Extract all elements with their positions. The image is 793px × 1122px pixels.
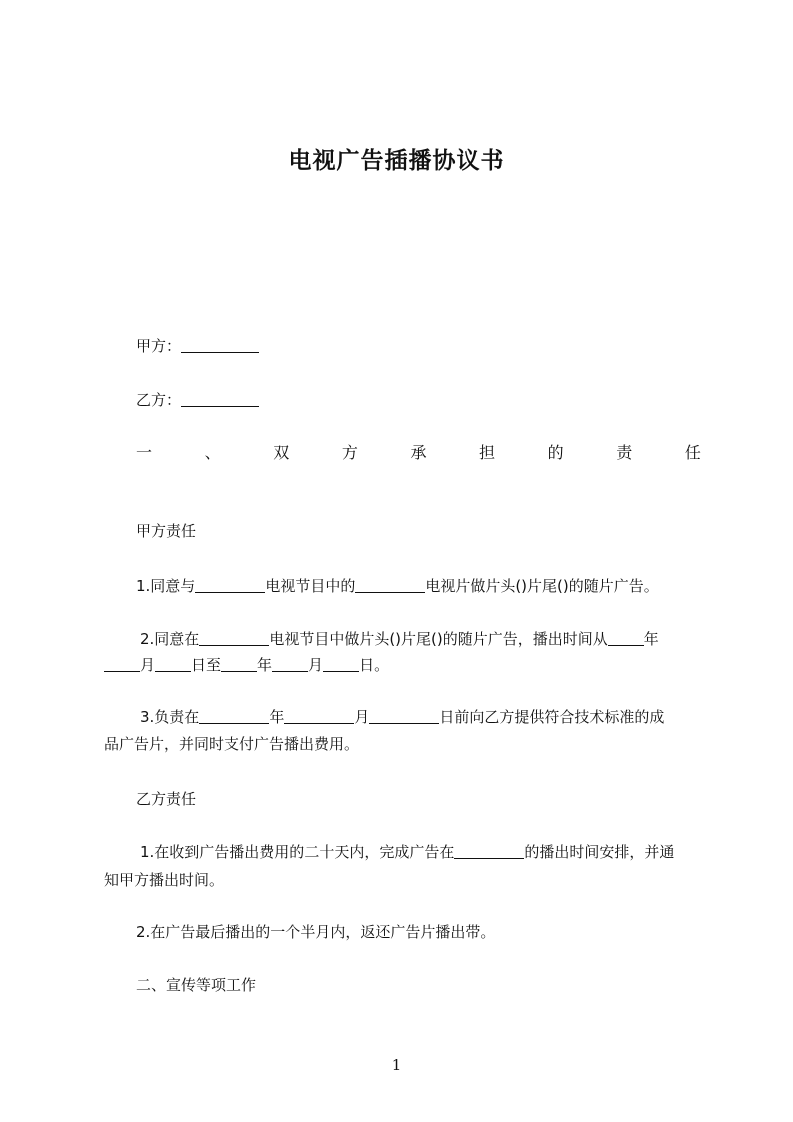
blank-field[interactable] bbox=[104, 655, 140, 672]
section1-heading bbox=[136, 440, 701, 463]
blank-field[interactable] bbox=[608, 629, 644, 646]
page-number: 1 bbox=[391, 1056, 402, 1074]
blank-field[interactable] bbox=[369, 707, 439, 724]
party-a-duty-3-line2: 品广告片，并同时支付广告播出费用。 bbox=[104, 735, 360, 753]
text-segment: 电视片做片头()片尾()的随片广告。 bbox=[425, 577, 659, 595]
section1-char: 担 bbox=[479, 443, 496, 462]
party-a-blank[interactable] bbox=[181, 336, 259, 353]
party-b-duty-1-line1 bbox=[140, 840, 740, 864]
text-segment: 年 bbox=[257, 656, 273, 674]
document-title: 电视广告插播协议书 bbox=[288, 148, 505, 174]
party-a-duty-2-line1 bbox=[140, 627, 740, 651]
section1-char: 、 bbox=[204, 443, 221, 462]
party-a-duty-1 bbox=[136, 574, 736, 598]
party-b-duty-2: 2.在广告最后播出的一个半月内，返还广告片播出带。 bbox=[136, 923, 496, 941]
section1-char: 双 bbox=[273, 443, 290, 462]
text-segment: 年 bbox=[269, 708, 285, 726]
party-b-blank[interactable] bbox=[181, 390, 259, 407]
blank-field[interactable] bbox=[355, 576, 425, 593]
party-b-label: 乙方： bbox=[136, 391, 182, 409]
party-b-duties-heading: 乙方责任 bbox=[136, 790, 197, 808]
blank-field[interactable] bbox=[155, 655, 191, 672]
blank-field[interactable] bbox=[323, 655, 359, 672]
text-segment: 月 bbox=[308, 656, 324, 674]
text-segment: 1.在收到广告播出费用的二十天内，完成广告在 bbox=[140, 843, 455, 861]
text-segment: 电视节目中的 bbox=[265, 577, 356, 595]
party-a-duty-3-line1 bbox=[140, 705, 740, 729]
party-b-line bbox=[136, 388, 736, 412]
text-segment: 日前向乙方提供符合技术标准的成 bbox=[439, 708, 665, 726]
blank-field[interactable] bbox=[199, 707, 269, 724]
section1-char: 任 bbox=[684, 443, 701, 462]
text-segment: 日。 bbox=[359, 656, 390, 674]
blank-field[interactable] bbox=[454, 842, 524, 859]
blank-field[interactable] bbox=[221, 655, 257, 672]
section2-heading: 二、宣传等项工作 bbox=[136, 976, 257, 994]
text-segment: 日至 bbox=[191, 656, 222, 674]
blank-field[interactable] bbox=[199, 629, 269, 646]
text-segment: 月 bbox=[354, 708, 370, 726]
text-segment: 年 bbox=[643, 630, 659, 648]
blank-field[interactable] bbox=[195, 576, 265, 593]
section1-char: 的 bbox=[547, 443, 564, 462]
text-segment: 月 bbox=[140, 656, 156, 674]
text-segment: 电视节目中做片头()片尾()的随片广告，播出时间从 bbox=[269, 630, 608, 648]
section1-char: 一 bbox=[136, 443, 153, 462]
party-a-duty-2-line2 bbox=[104, 653, 704, 677]
blank-field[interactable] bbox=[272, 655, 308, 672]
section1-char: 方 bbox=[341, 443, 358, 462]
party-a-duties-heading: 甲方责任 bbox=[136, 522, 197, 540]
text-segment: 1.同意与 bbox=[136, 577, 196, 595]
section1-char: 责 bbox=[616, 443, 633, 462]
blank-field[interactable] bbox=[284, 707, 354, 724]
party-a-label: 甲方： bbox=[136, 337, 182, 355]
text-segment: 2.同意在 bbox=[140, 630, 200, 648]
section1-char: 承 bbox=[410, 443, 427, 462]
party-a-line bbox=[136, 334, 736, 358]
text-segment: 3.负责在 bbox=[140, 708, 200, 726]
text-segment: 的播出时间安排，并通 bbox=[524, 843, 675, 861]
party-b-duty-1-line2: 知甲方播出时间。 bbox=[104, 871, 225, 889]
